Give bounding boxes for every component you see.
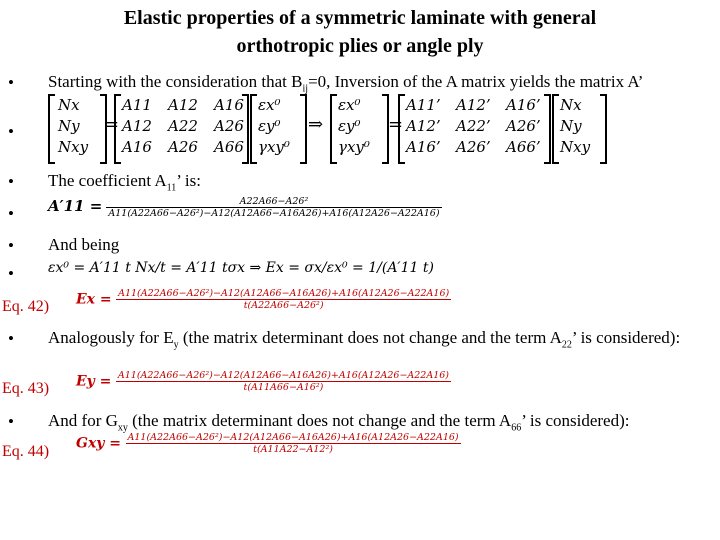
a11-formula [48,196,442,219]
bracket-right-ap [544,94,551,164]
eq44-numerator: A11(A22A66−A26²)−A12(A12A66−A16A26)+A16(A12A26−A22A16) [127,432,459,443]
a-cell: A22 [168,117,198,135]
bracket-left-a [114,94,121,164]
ap-cell: A12’ [406,117,441,135]
coeff-tail: ’ is: [176,171,201,190]
gxy-tail2: ’ is considered): [521,411,630,430]
analog-tail2: ’ is considered): [571,328,681,347]
bullet-5: • [8,236,14,255]
eq42-lhs: Ex = [76,291,112,308]
bracket-right-a [242,94,249,164]
eq43-numerator: A11(A22A66−A26²)−A12(A12A66−A16A26)+A16(A12A26−A22A16) [117,370,450,381]
analog-tail: (the matrix determinant does not change and the term A [178,328,562,347]
ap-cell: A11’ [406,96,441,114]
n-x: Nx [58,96,80,114]
eq42-denominator: t(A22A66−A26²) [243,300,324,311]
title-line-1: Elastic properties of a symmetric laminate with general [123,7,597,29]
eq42-label: Eq. 42) [2,298,50,315]
bullet-4: • [8,204,14,223]
implies-arrow: ⇒ [308,114,324,135]
ap-cell: A26’ [456,138,491,156]
a-cell: A26 [168,138,198,156]
eq43-fraction [116,370,451,393]
eq43-formula [76,370,451,393]
eq44-denominator: t(A11A22−A12²) [253,444,333,455]
bracket-left-n2 [552,94,559,164]
analog-main: Analogously for E [48,328,174,347]
gxy-sub: xy [117,422,128,434]
ap-cell: A66’ [506,138,541,156]
eps-y: εy⁰ [338,117,361,135]
bracket-right-n2 [600,94,607,164]
ap-cell: A16’ [506,96,541,114]
bracket-left-ap [398,94,405,164]
gxy-sub2: 66 [511,422,522,434]
a11-lhs: A′11 = [48,197,103,215]
analogously-text [48,328,708,355]
eq44-label: Eq. 44) [2,443,50,460]
slide-title [20,4,700,60]
bullet-1: • [8,73,14,92]
n-y: Ny [58,117,80,135]
analog-sub: y [173,339,179,351]
equals-sign-1: = [104,114,120,135]
title-line-2: orthotropic plies or angle ply [236,35,484,57]
bullet-6: • [8,264,14,283]
coeff-sub: 11 [166,182,177,194]
intro-main: Starting with the consideration that B [48,72,303,91]
strain-equation: εx⁰ = A′11 t Nx/t = A′11 tσx ⇒ Ex = σx/εx⁰ = 1/(A′11 t) [48,260,434,276]
bracket-left-eps2 [330,94,337,164]
ap-cell: A22’ [456,117,491,135]
bracket-left-n [48,94,55,164]
coefficient-text [48,171,720,193]
equals-sign-2: = [388,114,404,135]
eq43-label: Eq. 43) [2,380,50,397]
n-xy: Nxy [58,138,89,156]
n-y: Ny [560,117,582,135]
coeff-main: The coefficient A [48,171,167,190]
bullet-2: • [8,122,14,141]
gamma-xy: γxy⁰ [338,138,370,156]
a-cell: A26 [214,117,244,135]
intro-sub: ij [302,83,309,95]
a11-numerator: A22A66−A26² [106,196,441,208]
eq43-denominator: t(A11A66−A16²) [243,382,324,393]
a-cell: A16 [122,138,152,156]
gamma-xy: γxy⁰ [258,138,290,156]
and-being-text: And being [48,235,120,254]
eq44-lhs: Gxy = [76,435,122,452]
n-x: Nx [560,96,582,114]
a-cell: A66 [214,138,244,156]
bullet-3: • [8,172,14,191]
intro-tail: =0, Inversion of the A matrix yields the matrix A’ [308,72,644,91]
a11-fraction [106,196,441,219]
eq44-formula [76,432,461,455]
bullet-8: • [8,412,14,431]
eq42-formula [76,288,451,311]
eps-x: εx⁰ [258,96,281,114]
ap-cell: A16’ [406,138,441,156]
gxy-main: And for G [48,411,118,430]
a11-denominator: A11(A22A66−A26²)−A12(A12A66−A16A26)+A16(A12A26−A22A16) [108,208,440,219]
eps-x: εx⁰ [338,96,361,114]
eq42-numerator: A11(A22A66−A26²)−A12(A12A66−A16A26)+A16(A12A26−A22A16) [118,288,450,299]
a-cell: A11 [122,96,152,114]
a-cell: A12 [168,96,198,114]
ap-cell: A12’ [456,96,491,114]
intro-text [48,72,720,94]
bracket-left-eps [250,94,257,164]
a-cell: A12 [122,117,152,135]
analog-sub2: 22 [561,339,572,351]
ap-cell: A26’ [506,117,541,135]
bullet-7: • [8,329,14,348]
bracket-right-eps [300,94,307,164]
gxy-tail: (the matrix determinant does not change and the term A [127,411,512,430]
eps-y: εy⁰ [258,117,281,135]
n-xy: Nxy [560,138,591,156]
eq42-fraction [116,288,451,311]
a-cell: A16 [214,96,244,114]
gxy-text [48,411,720,433]
eq43-lhs: Ey = [76,373,112,390]
eq44-fraction [126,432,461,455]
